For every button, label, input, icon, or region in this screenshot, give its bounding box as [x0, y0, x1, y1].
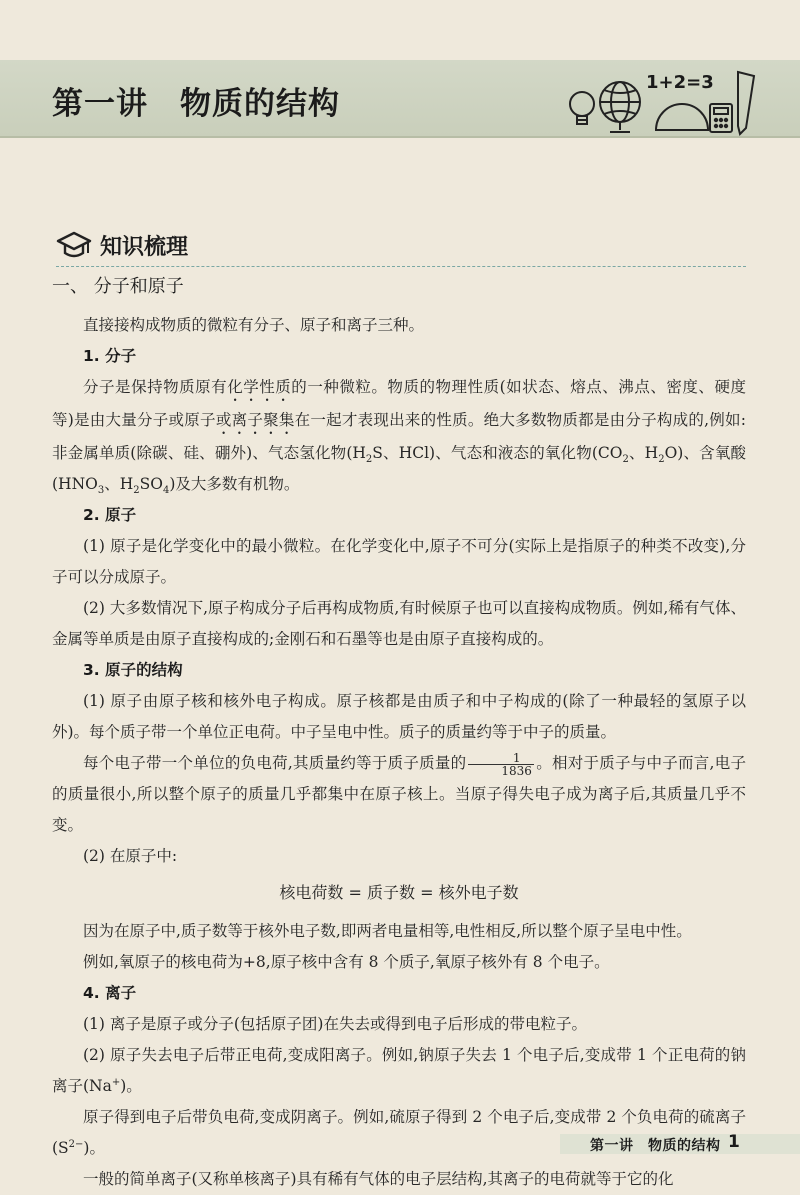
fraction: $\frac{1}{1836}$ — [468, 752, 534, 777]
chapter-title: 第一讲 物质的结构 — [52, 86, 340, 122]
atom-structure-heading: 3. 原子的结构 — [83, 661, 183, 679]
atom-structure-paragraph-5: 例如,氧原子的核电荷为+8,原子核中含有 8 个质子,氧原子核外有 8 个电子。 — [83, 953, 610, 971]
protractor-icon — [656, 104, 708, 130]
lightbulb-icon — [570, 92, 594, 124]
ion-paragraph-3: 原子得到电子后带负电荷,变成阴离子。例如,硫原子得到 2 个电子后,变成带 2 个负电荷的硫离子$(S^{2-})$。 — [52, 1108, 746, 1157]
formula: 核电荷数 = 质子数 = 核外电子数 — [279, 883, 519, 902]
atom-heading: 2. 原子 — [83, 506, 137, 524]
subsection-title: 一、 分子和原子 — [52, 276, 184, 297]
stationery-illustration — [560, 62, 760, 140]
heading-underline — [56, 266, 746, 267]
page-footer — [0, 1126, 800, 1152]
intro-paragraph: 直接接构成物质的微粒有分子、原子和离子三种。 — [83, 316, 425, 334]
page-number: 1 — [728, 1132, 740, 1152]
body-text — [52, 310, 746, 1195]
atom-paragraph-1: (1) 原子是化学变化中的最小微粒。在化学变化中,原子不可分(实际上是指原子的种类不改变),分子可以分成原子。 — [52, 537, 746, 586]
molecule-heading: 1. 分子 — [83, 347, 137, 365]
atom-structure-paragraph-4: 因为在原子中,质子数等于核外电子数,即两者电量相等,电性相反,所以整个原子呈电中性。 — [83, 922, 692, 940]
calculator-icon — [710, 104, 732, 132]
atom-structure-paragraph-1: (1) 原子由原子核和核外电子构成。原子核都是由质子和中子构成的(除了一种最轻的氢原子以外)。每个质子带一个单位正电荷。中子呈电中性。质子的质量约等于中子的质量。 — [52, 692, 746, 741]
footer-chapter-title: 第一讲 物质的结构 — [590, 1138, 721, 1154]
ion-paragraph-2: (2) 原子失去电子后带正电荷,变成阳离子。例如,钠原子失去 1 个电子后,变成带 1 个正电荷的钠离子(Na+)。 — [52, 1046, 746, 1095]
atom-structure-paragraph-3: (2) 在原子中: — [83, 847, 178, 865]
globe-icon — [600, 82, 640, 132]
graduation-cap-icon — [56, 229, 92, 261]
atom-structure-paragraph-2: 每个电子带一个单位的负电荷,其质量约等于质子质量的 $\frac{1}{1836}$ 。相对于质子与中子而言,电子的质量很小,所以整个原子的质量几乎都集中在原子核上。当原子得失电子成为离子后,其质量几乎不变。 — [52, 750, 746, 834]
section-heading — [56, 228, 188, 262]
pencil-icon — [738, 72, 754, 134]
ion-heading: 4. 离子 — [83, 984, 137, 1002]
ion-paragraph-1: (1) 离子是原子或分子(包括原子团)在失去或得到电子后形成的带电粒子。 — [83, 1015, 587, 1033]
molecule-paragraph: 分子是保持物质原有化学性质的一种微粒。物质的物理性质(如状态、熔点、沸点、密度、硬度等)是由大量分子或原子或离子聚集在一起才表现出来的性质。绝大多数物质都是由分子构成的,例如:非金属单质(除碳、硅、硼外)、气态氢化物($H_2S$、HCl)、气态和液态的氧化物($CO_2$、$H_2O$)、含氧酸($HNO_3$、$H_2SO_4$)及大多数有机物。 — [52, 378, 746, 497]
equation-doodle: 1+2=3 — [646, 72, 714, 93]
section-heading-text: 知识梳理 — [100, 234, 189, 260]
atom-paragraph-2: (2) 大多数情况下,原子构成分子后再构成物质,有时候原子也可以直接构成物质。例如,稀有气体、金属等单质是由原子直接构成的;金刚石和石墨等也是由原子直接构成的。 — [52, 599, 746, 648]
ion-paragraph-4: 一般的简单离子(又称单核离子)具有稀有气体的电子层结构,其离子的电荷就等于它的化 — [83, 1170, 674, 1188]
